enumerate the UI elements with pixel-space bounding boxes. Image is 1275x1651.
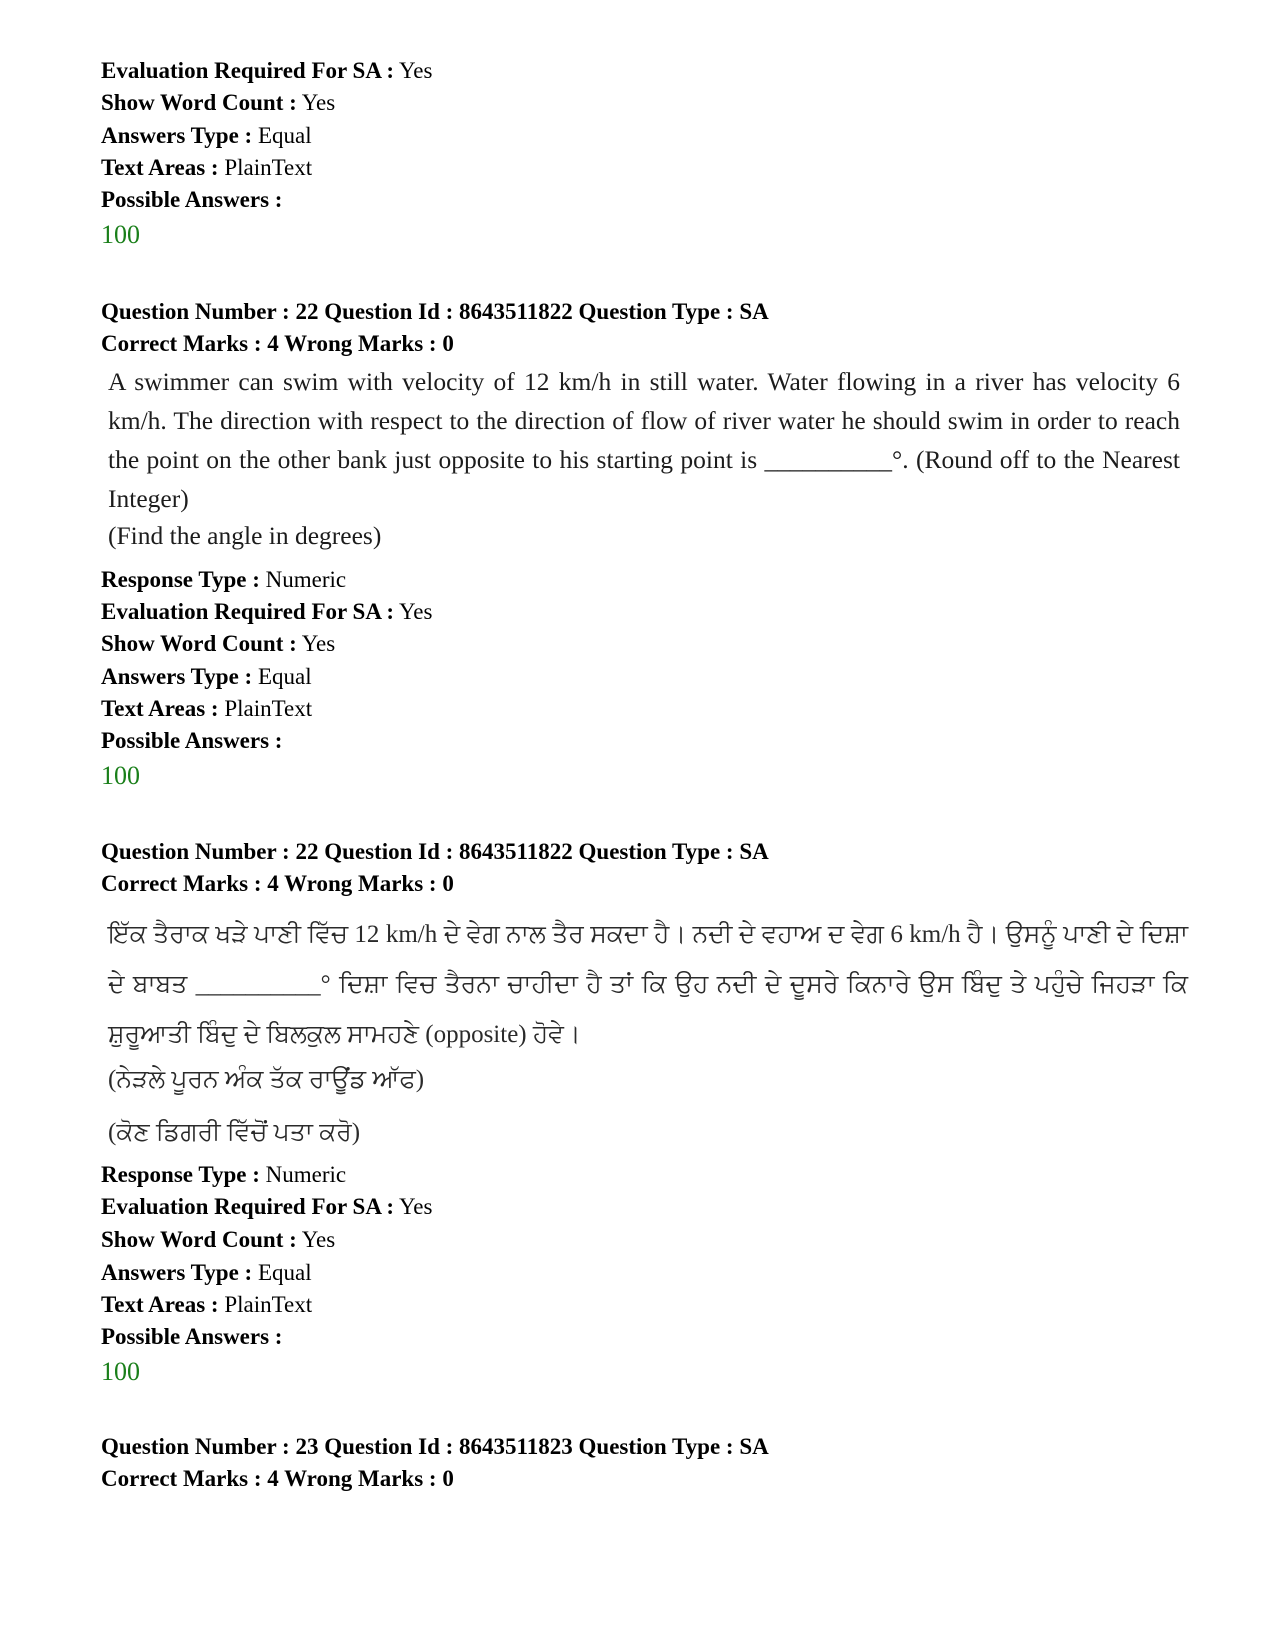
field-value: Equal: [257, 1260, 312, 1285]
text-areas-line: [101, 153, 312, 183]
question-marks: [101, 869, 454, 899]
field-value: Yes: [301, 631, 336, 656]
field-label: Answers Type :: [101, 664, 253, 689]
field-value: Numeric: [265, 1162, 347, 1187]
question-text: ਇੱਕ ਤੈਰਾਕ ਖੜੇ ਪਾਣੀ ਵਿੱਚ 12 km/h ਦੇ ਵੇਗ ਨਾਲ ਤੈਰ ਸਕਦਾ ਹੈ। ਨਦੀ ਦੇ ਵਹਾਅ ਦ ਵੇਗ 6 km/h ਹੈ। ਉਸਨੂੰ ਪਾਣੀ ਦੇ ਦਿਸ਼ਾ ਦੇ ਬਾਬਤ __________° ਦਿਸ਼ਾ ਵਿਚ ਤੈਰਨਾ ਚਾਹੀਦਾ ਹੈ ਤਾਂ ਕਿ ਉਹ ਨਦੀ ਦੇ ਦੂਸਰੇ ਕਿਨਾਰੇ ਉਸ ਬਿੰਦੁ ਤੇ ਪਹੁੰਚੇ ਜਿਹੜਾ ਕਿ ਸ਼ੁਰੂਆਤੀ ਬਿੰਦੁ ਦੇ ਬਿਲਕੁਲ ਸਾਮਹਣੇ (opposite) ਹੋਵੇ।: [108, 921, 1188, 1048]
show-word-count-line: [101, 88, 335, 118]
field-label: Text Areas :: [101, 155, 219, 180]
question-header-text: Question Number : 22 Question Id : 8643511822 Question Type : SA: [101, 299, 769, 324]
possible-answer-value: 100: [101, 1357, 140, 1386]
field-label: Possible Answers :: [101, 1324, 283, 1349]
question-marks-text: Correct Marks : 4 Wrong Marks : 0: [101, 331, 454, 356]
field-label: Evaluation Required For SA :: [101, 58, 395, 83]
possible-answers-line: [101, 1322, 282, 1352]
field-value: Yes: [399, 599, 433, 624]
text-areas-line: [101, 1290, 312, 1320]
question-header: [101, 297, 769, 327]
evaluation-required-line: [101, 56, 432, 86]
question-text: A swimmer can swim with velocity of 12 km/h in still water. Water flowing in a river has velocity 6 km/h. The direction with respect to the direction of flow of river water he should swim in order to reach the point on the other bank just opposite to his starting point is __________°. (Round off to the Nearest Integer): [108, 367, 1180, 513]
question-header: [101, 837, 769, 867]
field-value: Yes: [399, 58, 433, 83]
question-note: (ਨੇੜਲੇ ਪੂਰਨ ਅੰਕ ਤੱਕ ਰਾਊਂਡ ਆੱਫ): [108, 1066, 425, 1093]
answers-type-line: [101, 1258, 312, 1288]
response-type-line: [101, 565, 346, 595]
show-word-count-line: [101, 1225, 335, 1255]
evaluation-required-line: [101, 597, 432, 627]
field-value: Yes: [301, 1227, 336, 1252]
question-marks: [101, 329, 454, 359]
possible-answer-value: 100: [101, 220, 140, 249]
question-header: [101, 1432, 769, 1462]
field-label: Possible Answers :: [101, 728, 283, 753]
question-note: (Find the angle in degrees): [108, 521, 382, 550]
possible-answers-line: [101, 185, 282, 215]
question-header-text: Question Number : 22 Question Id : 8643511822 Question Type : SA: [101, 839, 769, 864]
field-label: Show Word Count :: [101, 631, 297, 656]
field-label: Answers Type :: [101, 123, 253, 148]
field-value: Equal: [257, 664, 312, 689]
possible-answers-line: [101, 726, 282, 756]
show-word-count-line: [101, 629, 335, 659]
field-value: PlainText: [224, 696, 313, 721]
field-value: Numeric: [265, 567, 347, 592]
question-note: (ਕੋਣ ਡਿਗਰੀ ਵਿੱਚੋਂ ਪਤਾ ਕਰੋ): [108, 1119, 361, 1146]
answers-type-line: [101, 121, 312, 151]
field-value: Equal: [257, 123, 312, 148]
field-label: Possible Answers :: [101, 187, 283, 212]
question-marks-text: Correct Marks : 4 Wrong Marks : 0: [101, 871, 454, 896]
field-label: Evaluation Required For SA :: [101, 599, 395, 624]
question-header-text: Question Number : 23 Question Id : 8643511823 Question Type : SA: [101, 1434, 769, 1459]
possible-answer-value: 100: [101, 761, 140, 790]
field-label: Show Word Count :: [101, 1227, 297, 1252]
field-value: PlainText: [224, 1292, 313, 1317]
question-marks-text: Correct Marks : 4 Wrong Marks : 0: [101, 1466, 454, 1491]
text-areas-line: [101, 694, 312, 724]
answers-type-line: [101, 662, 312, 692]
field-value: Yes: [399, 1194, 433, 1219]
field-label: Text Areas :: [101, 1292, 219, 1317]
evaluation-required-line: [101, 1192, 432, 1222]
field-label: Response Type :: [101, 567, 260, 592]
field-value: PlainText: [224, 155, 313, 180]
field-label: Text Areas :: [101, 696, 219, 721]
response-type-line: [101, 1160, 346, 1190]
field-value: Yes: [301, 90, 336, 115]
field-label: Evaluation Required For SA :: [101, 1194, 395, 1219]
field-label: Response Type :: [101, 1162, 260, 1187]
field-label: Answers Type :: [101, 1260, 253, 1285]
question-marks: [101, 1464, 454, 1494]
field-label: Show Word Count :: [101, 90, 297, 115]
